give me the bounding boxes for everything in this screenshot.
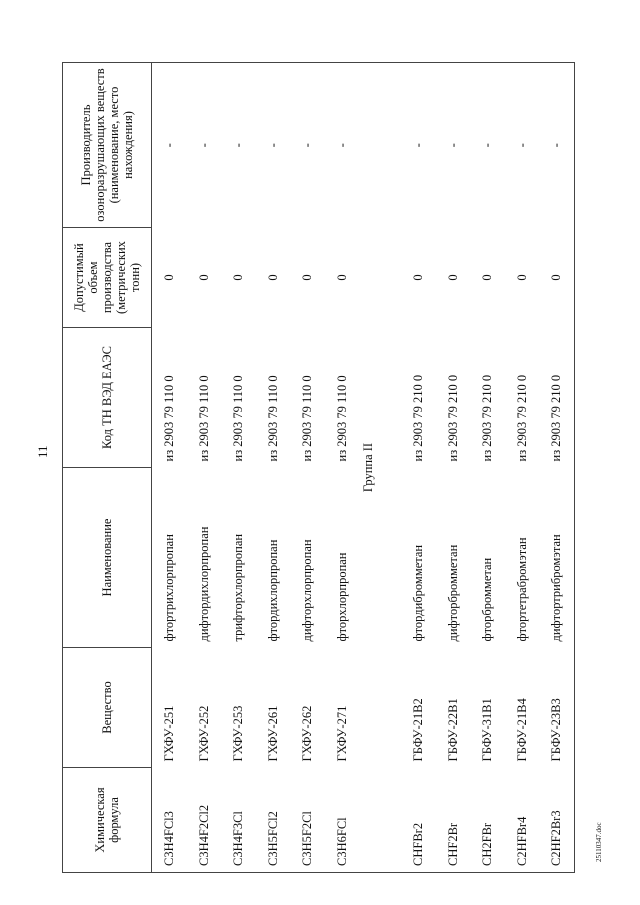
cell-name: фтордихлорпропан bbox=[265, 539, 280, 642]
table-header-row bbox=[63, 63, 152, 873]
cell-name: дифтортрибромэтан bbox=[539, 468, 574, 648]
cell-code: из 2903 79 110 0 bbox=[231, 375, 246, 462]
header-producer: Производитель озоноразрушающих веществ (наименование, место нахождения) bbox=[63, 63, 152, 228]
table-row bbox=[290, 63, 325, 873]
cell-producer: - bbox=[401, 63, 436, 228]
table-row bbox=[470, 63, 505, 873]
cell-code: из 2903 79 210 0 bbox=[480, 374, 495, 462]
cell-formula: C3H4F3Cl bbox=[221, 768, 256, 873]
cell-name: дифторхлорпропан bbox=[300, 539, 315, 642]
footer-file-code: 25110347.doc bbox=[595, 822, 603, 862]
table-row bbox=[401, 63, 436, 873]
header-volume: Допустимый объем производства (метрических тонн) bbox=[63, 228, 152, 328]
cell-substance: ГХФУ-262 bbox=[300, 705, 315, 762]
cell-volume: 0 bbox=[411, 274, 426, 281]
cell-substance: ГБФУ-31В1 bbox=[480, 698, 495, 762]
cell-producer: - bbox=[290, 63, 325, 228]
cell-substance: ГБФУ-23В3 bbox=[539, 648, 574, 768]
cell-name: фтортрихлорпропан bbox=[162, 534, 177, 642]
cell-volume: 0 bbox=[300, 274, 315, 281]
cell-volume: 0 bbox=[265, 274, 280, 281]
cell-name: дифтордихлорпропан bbox=[196, 526, 211, 642]
cell-substance: ГХФУ-251 bbox=[162, 705, 177, 762]
header-substance: Вещество bbox=[63, 648, 152, 768]
cell-name: фтортетрабромэтан bbox=[514, 537, 529, 642]
cell-code: из 2903 79 110 0 bbox=[334, 375, 349, 462]
cell-formula: CHF2Br bbox=[436, 768, 471, 873]
cell-formula: C3H4FCl3 bbox=[152, 768, 187, 873]
cell-volume: 0 bbox=[539, 228, 574, 328]
cell-formula: C2HFBr4 bbox=[505, 768, 540, 873]
cell-name: фторхлорпропан bbox=[334, 552, 349, 642]
cell-code: из 2903 79 110 0 bbox=[196, 375, 211, 462]
cell-formula: CH2FBr bbox=[470, 768, 505, 873]
substances-table bbox=[62, 62, 575, 873]
cell-substance: ГХФУ-271 bbox=[334, 705, 349, 762]
table-row bbox=[221, 63, 256, 873]
cell-name: дифторбромметан bbox=[445, 544, 460, 642]
cell-code: из 2903 79 110 0 bbox=[265, 375, 280, 462]
group-heading-row bbox=[359, 63, 401, 873]
cell-volume: 0 bbox=[334, 274, 349, 281]
header-formula: Химическая формула bbox=[63, 768, 152, 873]
cell-substance: ГБФУ-22В1 bbox=[445, 698, 460, 762]
cell-formula: CHFBr2 bbox=[401, 768, 436, 873]
cell-code: из 2903 79 110 0 bbox=[300, 375, 315, 462]
cell-substance: ГХФУ-252 bbox=[196, 705, 211, 762]
cell-name: фторбромметан bbox=[480, 557, 495, 642]
cell-name: трифторхлорпропан bbox=[231, 533, 246, 642]
cell-code: из 2903 79 210 0 bbox=[539, 328, 574, 468]
cell-name: фтордибромметан bbox=[411, 544, 426, 642]
table-row bbox=[436, 63, 471, 873]
cell-volume: 0 bbox=[480, 274, 495, 281]
cell-volume: 0 bbox=[514, 274, 529, 281]
table-row bbox=[325, 63, 360, 873]
cell-formula: C2HF2Br3 bbox=[539, 768, 574, 873]
cell-formula: C3H4F2Cl2 bbox=[187, 768, 222, 873]
cell-volume: 0 bbox=[445, 274, 460, 281]
cell-producer: - bbox=[436, 63, 471, 228]
table-row bbox=[256, 63, 291, 873]
cell-formula: C3H5FCl2 bbox=[256, 768, 291, 873]
cell-substance: ГХФУ-253 bbox=[231, 705, 246, 762]
header-code: Код ТН ВЭД ЕАЭС bbox=[63, 328, 152, 468]
cell-producer: - bbox=[152, 63, 187, 228]
table-row bbox=[152, 63, 187, 873]
cell-volume: 0 bbox=[196, 274, 211, 281]
cell-producer: - bbox=[505, 63, 540, 228]
cell-producer: - bbox=[325, 63, 360, 228]
page-number: 11 bbox=[35, 445, 50, 458]
cell-code: из 2903 79 210 0 bbox=[411, 374, 426, 462]
cell-substance: ГБФУ-21В2 bbox=[411, 698, 426, 762]
group-title: Группа II bbox=[359, 63, 401, 873]
cell-code: из 2903 79 210 0 bbox=[445, 374, 460, 462]
cell-code: из 2903 79 210 0 bbox=[514, 374, 529, 462]
table-row bbox=[505, 63, 540, 873]
cell-producer: - bbox=[470, 63, 505, 228]
cell-producer: - bbox=[187, 63, 222, 228]
cell-substance: ГБФУ-21В4 bbox=[514, 698, 529, 762]
table-row bbox=[539, 63, 574, 873]
cell-code: из 2903 79 110 0 bbox=[162, 375, 177, 462]
cell-formula: C3H5F2Cl bbox=[290, 768, 325, 873]
cell-volume: 0 bbox=[231, 274, 246, 281]
cell-substance: ГХФУ-261 bbox=[265, 705, 280, 762]
header-name: Наименование bbox=[63, 468, 152, 648]
cell-formula: C3H6FCl bbox=[325, 768, 360, 873]
substances-table-container bbox=[62, 63, 572, 873]
table-row bbox=[187, 63, 222, 873]
cell-producer: - bbox=[539, 63, 574, 228]
cell-producer: - bbox=[256, 63, 291, 228]
cell-volume: 0 bbox=[162, 274, 177, 281]
cell-producer: - bbox=[221, 63, 256, 228]
